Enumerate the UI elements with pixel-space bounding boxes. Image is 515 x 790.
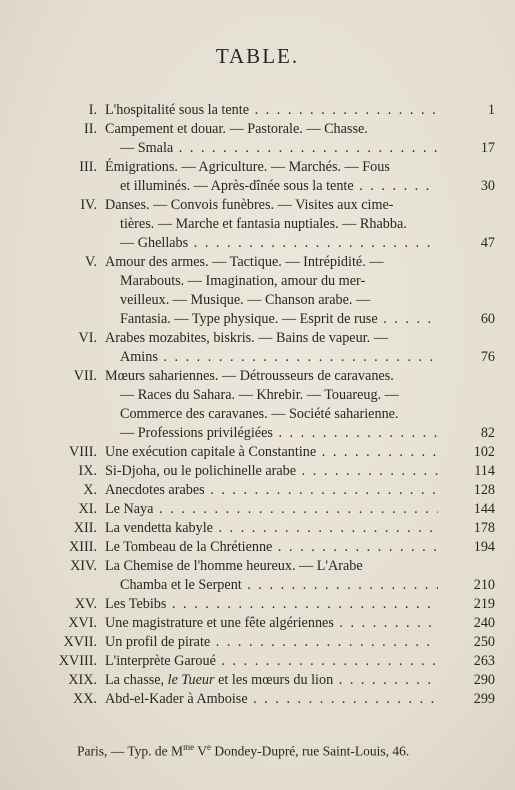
chapter-title-line: Campement et douar. — Pastorale. — Chasse. — [105, 121, 368, 137]
toc-line — [0, 519, 515, 538]
toc-entry — [0, 196, 515, 253]
toc-line — [0, 272, 515, 291]
toc-line — [0, 500, 515, 519]
page-number: 290 — [473, 672, 495, 688]
toc-entry — [0, 329, 515, 367]
chapter-title-line: Abd-el-Kader à Amboise . . . — [105, 690, 438, 709]
toc-entry — [0, 253, 515, 329]
toc-entry — [0, 481, 515, 500]
toc-line — [0, 405, 515, 424]
toc-entry — [0, 557, 515, 595]
toc-entry — [0, 614, 515, 633]
toc-line — [0, 291, 515, 310]
chapter-title-line: Le Tombeau de la Chrétienne . . . — [105, 538, 438, 557]
chapter-number: XX. — [72, 691, 97, 707]
chapter-title-line: — Smala . . . — [120, 139, 438, 158]
chapter-title-line: veilleux. — Musique. — Chanson arabe. — — [120, 292, 371, 308]
toc-line — [0, 367, 515, 386]
chapter-number: VI. — [78, 330, 97, 346]
toc-line — [0, 538, 515, 557]
page-number: 219 — [473, 596, 495, 612]
table-of-contents — [0, 101, 515, 709]
chapter-title-line: Les Tebibs . . . — [105, 595, 438, 614]
toc-entry — [0, 633, 515, 652]
chapter-number: XIV. — [70, 558, 97, 574]
chapter-number: V. — [85, 254, 97, 270]
toc-line — [0, 652, 515, 671]
printer-imprint — [77, 742, 409, 760]
page-number: 114 — [474, 463, 495, 479]
chapter-title-line: La Chemise de l'homme heureux. — L'Arabe — [105, 558, 363, 574]
chapter-title-line: Amour des armes. — Tactique. — Intrépidité. — — [105, 254, 384, 270]
page-number: 17 — [480, 140, 495, 156]
toc-line — [0, 462, 515, 481]
imprint-sup-1: me — [183, 742, 195, 752]
chapter-title-line: Mœurs sahariennes. — Détrousseurs de caravanes. — [105, 368, 394, 384]
toc-line — [0, 557, 515, 576]
chapter-title-line: Anecdotes arabes . . . — [105, 481, 438, 500]
toc-entry — [0, 652, 515, 671]
toc-line — [0, 215, 515, 234]
chapter-title-line: L'hospitalité sous la tente . . . — [105, 101, 438, 120]
page-number: 128 — [473, 482, 495, 498]
imprint-suffix: Dondey-Dupré, rue Saint-Louis, 46. — [210, 743, 410, 759]
chapter-number: VII. — [73, 368, 97, 384]
page-number: 178 — [473, 520, 495, 536]
toc-line — [0, 310, 515, 329]
chapter-title-line: Chamba et le Serpent . . . — [120, 576, 438, 595]
chapter-title-line: La vendetta kabyle . . . — [105, 519, 438, 538]
chapter-title-line: tières. — Marche et fantasia nuptiales. — Rhabba. — [120, 216, 407, 232]
chapter-number: XIII. — [69, 539, 97, 555]
page-number: 144 — [473, 501, 495, 517]
toc-entry — [0, 158, 515, 196]
chapter-title-line: Une magistrature et une fête algériennes . . . — [105, 614, 438, 633]
chapter-title-line: Si-Djoha, ou le polichinelle arabe . . . — [105, 462, 438, 481]
toc-line — [0, 253, 515, 272]
toc-entry — [0, 101, 515, 120]
toc-line — [0, 614, 515, 633]
page-number: 210 — [473, 577, 495, 593]
chapter-number: VIII. — [69, 444, 97, 460]
chapter-number: X. — [83, 482, 97, 498]
page-number: 263 — [473, 653, 495, 669]
toc-line — [0, 424, 515, 443]
page-number: 250 — [473, 634, 495, 650]
chapter-title-line: L'interprète Garoué . . . — [105, 652, 438, 671]
chapter-number: II. — [84, 121, 97, 137]
page-number: 82 — [480, 425, 495, 441]
chapter-number: XVII. — [63, 634, 97, 650]
toc-entry — [0, 443, 515, 462]
toc-entry — [0, 690, 515, 709]
toc-line — [0, 443, 515, 462]
toc-line — [0, 576, 515, 595]
chapter-title-line: Marabouts. — Imagination, amour du mer- — [120, 273, 366, 289]
toc-line — [0, 348, 515, 367]
toc-line — [0, 177, 515, 196]
toc-entry — [0, 519, 515, 538]
page-number: 240 — [473, 615, 495, 631]
chapter-title-line: Arabes mozabites, biskris. — Bains de vapeur. — — [105, 330, 388, 346]
toc-line — [0, 101, 515, 120]
toc-entry — [0, 500, 515, 519]
chapter-number: XII. — [73, 520, 97, 536]
chapter-number: I. — [88, 102, 97, 118]
chapter-title-line: Fantasia. — Type physique. — Esprit de ruse . . . — [120, 310, 438, 329]
toc-line — [0, 329, 515, 348]
chapter-number: III. — [79, 159, 97, 175]
page-number: 60 — [480, 311, 495, 327]
chapter-number: XV. — [74, 596, 97, 612]
toc-line — [0, 120, 515, 139]
toc-entry — [0, 367, 515, 443]
chapter-number: IX. — [78, 463, 97, 479]
page-number: 76 — [480, 349, 495, 365]
chapter-title-line: — Races du Sahara. — Khrebir. — Touareug. — — [120, 387, 399, 403]
toc-line — [0, 481, 515, 500]
chapter-title-line: Le Naya . . . — [105, 500, 438, 519]
chapter-title-line: — Ghellabs . . . — [120, 234, 438, 253]
chapter-number: XVI. — [68, 615, 97, 631]
imprint-prefix: Paris, — Typ. de M — [77, 743, 184, 759]
chapter-number: XI. — [78, 501, 97, 517]
chapter-title-line: La chasse, le Tueur et les mœurs du lion . . . — [105, 671, 438, 690]
toc-entry — [0, 120, 515, 158]
toc-entry — [0, 462, 515, 481]
page-number: 30 — [480, 178, 495, 194]
toc-line — [0, 690, 515, 709]
page-number: 194 — [473, 539, 495, 555]
chapter-number: IV. — [80, 197, 97, 213]
page-number: 102 — [473, 444, 495, 460]
page-number: 1 — [487, 102, 495, 118]
toc-line — [0, 633, 515, 652]
toc-line — [0, 196, 515, 215]
chapter-title-line: Émigrations. — Agriculture. — Marchés. — Fous — [105, 159, 390, 175]
chapter-title-line: Danses. — Convois funèbres. — Visites aux cime- — [105, 197, 394, 213]
chapter-number: XIX. — [68, 672, 97, 688]
toc-entry — [0, 671, 515, 690]
toc-line — [0, 139, 515, 158]
toc-line — [0, 158, 515, 177]
toc-line — [0, 671, 515, 690]
toc-line — [0, 234, 515, 253]
chapter-title-line: Amins . . . — [120, 348, 438, 367]
imprint-sup-2: e — [206, 742, 211, 752]
toc-entry — [0, 538, 515, 557]
chapter-title-line: Une exécution capitale à Constantine . . . — [105, 443, 438, 462]
page-title: TABLE. — [215, 44, 300, 68]
chapter-title-line: et illuminés. — Après-dînée sous la tente . . . — [120, 177, 438, 196]
toc-line — [0, 595, 515, 614]
imprint-mid: V — [194, 743, 207, 759]
page-number: 299 — [473, 691, 495, 707]
toc-line — [0, 386, 515, 405]
chapter-number: XVIII. — [58, 653, 97, 669]
page-number: 47 — [480, 235, 495, 251]
chapter-title-line: Commerce des caravanes. — Société saharienne. — [120, 406, 399, 422]
chapter-title-line: — Professions privilégiées . . . — [120, 424, 438, 443]
chapter-title-line: Un profil de pirate . . . — [105, 633, 438, 652]
toc-entry — [0, 595, 515, 614]
